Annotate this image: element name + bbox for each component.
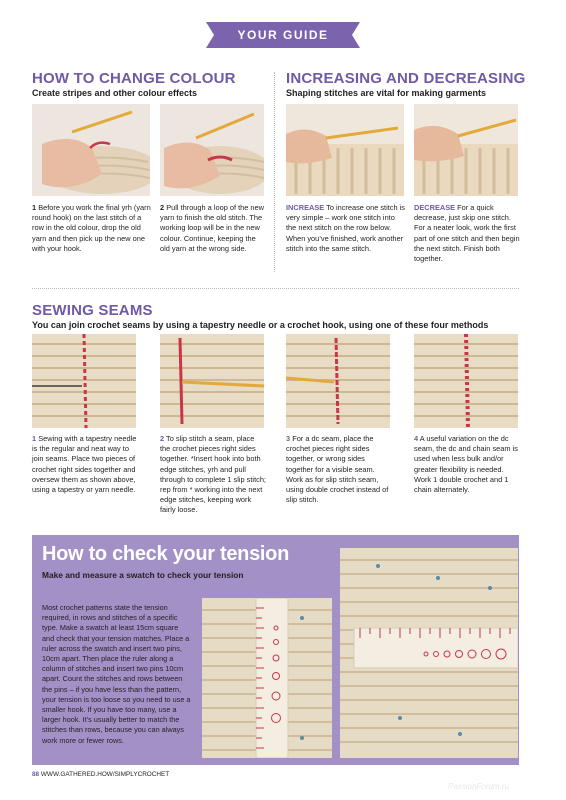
change-colour-step-1: 1 Before you work the final yrh (yarn round hook) on the last stitch of a row in the old colour, drop the old yarn and then pick up the new one with your hook.	[32, 203, 151, 253]
inc-dec-subtitle: Shaping stitches are vital for making garments	[286, 88, 487, 98]
banner-text: YOUR GUIDE	[237, 28, 329, 42]
seam-photo-2	[160, 334, 264, 428]
change-colour-subtitle: Create stripes and other colour effects	[32, 88, 198, 98]
tension-body: Most crochet patterns state the tension required, in rows and stitches of a specific type. Make a swatch at least 15cm square and check that your tension matches. Place a ruler across the swatch and insert two pins, 10cm apart. Then place the ruler along a column of stitches and insert two pins 10cm apart. Count the stitches and rows between the pins – if you have less than the pattern, your tension is too loose so you need to use a smaller hook. If you have too many, use a larger hook. It’s usually better to match the stitches than rows, because you can always work more or fewer rows.	[42, 603, 191, 745]
watermark: PassionForum.ru	[448, 782, 509, 791]
change-colour-title: HOW TO CHANGE COLOUR	[32, 70, 236, 87]
seams-subtitle: You can join crochet seams by using a tapestry needle or a crochet hook, using one of these four methods	[32, 320, 489, 330]
change-colour-step-2: 2 Pull through a loop of the new yarn to finish the old stitch. The working loop will be in the new colour. Continue, keeping the old yarn at the wrong side.	[160, 203, 264, 253]
tension-subtitle: Make and measure a swatch to check your tension	[42, 570, 244, 580]
seam-step-1: 1 Sewing with a tapestry needle is the regular and neat way to join seams. Place two pieces of crochet right sides together and oversew them as shown above, using a tapestry or yarn needle.	[32, 434, 137, 495]
decrease-photo	[414, 104, 518, 196]
increase-photo	[286, 104, 404, 196]
section-divider	[32, 288, 519, 289]
footer-url[interactable]: WWW.GATHERED.HOW/SIMPLYCROCHET	[40, 771, 170, 778]
seam-step-2: 2 To slip stitch a seam, place the crochet pieces right sides together. *Insert hook into both edge stitches, yrh and pull through to complete 1 slip stitch; rep from * working into the next edge stitches, keeping work fairly loose.	[160, 434, 266, 515]
header-banner	[206, 22, 360, 48]
seam-step-3: 3 For a dc seam, place the crochet pieces right sides together, or wrong sides together for a visible seam. Work as for slip stitch seam, using double crochet instead of slip stitch.	[286, 434, 389, 505]
tension-title: How to check your tension	[42, 543, 289, 565]
change-colour-photo-1	[32, 104, 150, 196]
page-footer	[32, 771, 169, 778]
tension-photo-small	[202, 598, 332, 758]
column-divider	[274, 72, 275, 272]
tension-photo-large	[340, 548, 518, 758]
seams-title: SEWING SEAMS	[32, 302, 153, 319]
change-colour-photo-2	[160, 104, 264, 196]
seam-photo-3	[286, 334, 390, 428]
seam-step-4: 4 A useful variation on the dc seam, the dc and chain seam is used when less bulk and/or greater flexibility is needed. Work 1 double crochet and 1 chain alternately.	[414, 434, 518, 495]
decrease-caption: DECREASE For a quick decrease, just skip one stitch. For a neater look, work the first part of one stitch and then begin the next stitch. Finish both together.	[414, 203, 520, 264]
increase-caption: INCREASE To increase one stitch is very simple – work one stitch into the next stitch on the row below. When you’ve finished, work another stitch into the same stitch.	[286, 203, 405, 253]
seam-photo-1	[32, 334, 136, 428]
seam-photo-4	[414, 334, 518, 428]
inc-dec-title: INCREASING AND DECREASING	[286, 70, 526, 87]
page-number: 88	[32, 771, 40, 778]
